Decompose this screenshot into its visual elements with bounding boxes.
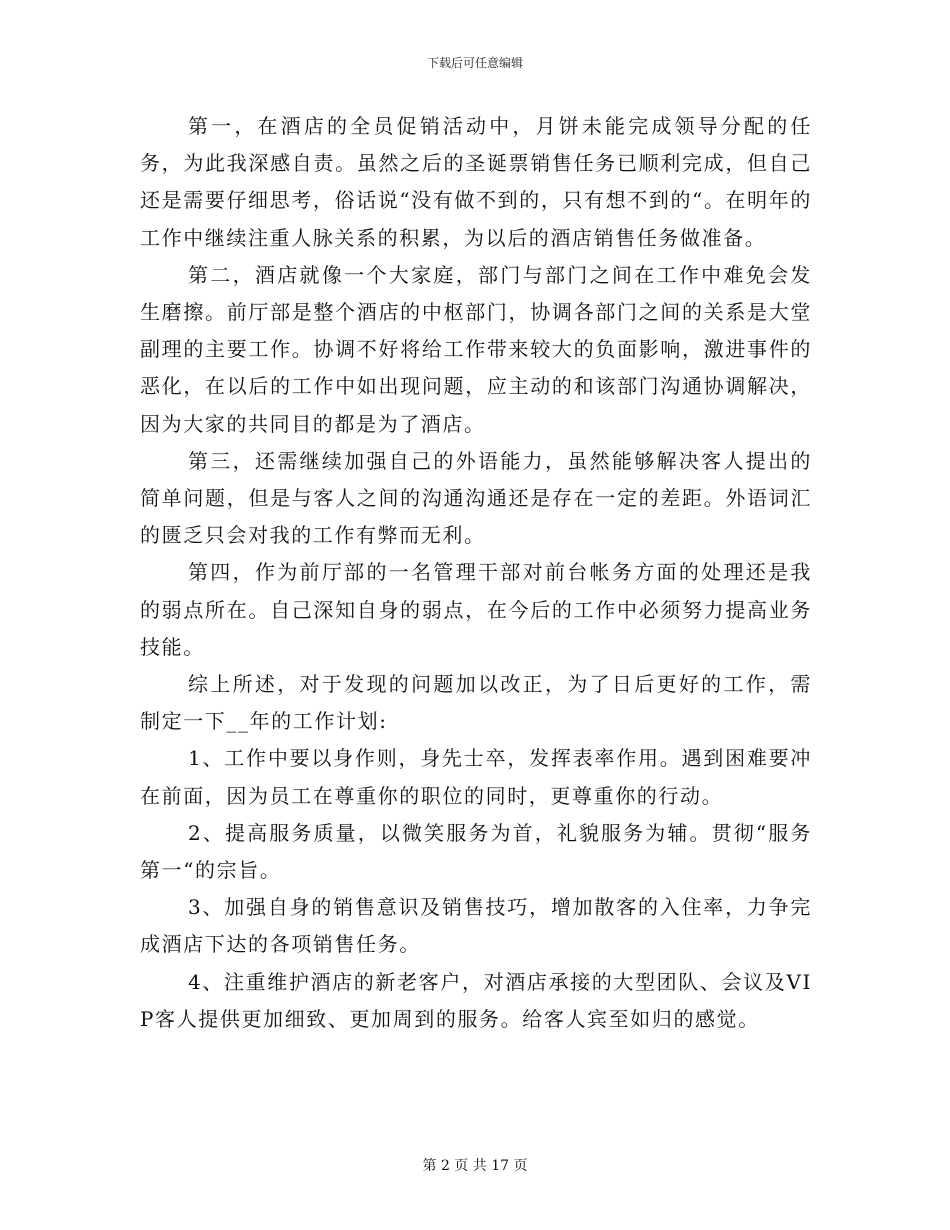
plan-item-2: 2、提高服务质量，以微笑服务为首，礼貌服务为辅。贯彻“服务第一“的宗旨。: [140, 820, 812, 883]
paragraph-summary: 综上所述，对于发现的问题加以改正，为了日后更好的工作，需制定一下__年的工作计划:: [140, 672, 812, 734]
paragraph-fourth-point: 第四，作为前厅部的一名管理干部对前台帐务方面的处理还是我的弱点所在。自己深知自身的弱点，在今后的工作中必须努力提高业务技能。: [140, 560, 812, 659]
paragraph-second-point: 第二，酒店就像一个大家庭，部门与部门之间在工作中难免会发生磨擦。前厅部是整个酒店的中枢部门，协调各部门之间的关系是大堂副理的主要工作。协调不好将给工作带来较大的负面影响，激进事件的恶化，在以后的工作中如出现问题，应主动的和该部门沟通协调解决，因为大家的共同目的都是为了酒店。: [140, 262, 812, 436]
plan-item-3: 3、加强自身的销售意识及销售技巧，增加散客的入住率，力争完成酒店下达的各项销售任务。: [140, 895, 812, 957]
plan-item-4: 4、注重维护酒店的新老客户，对酒店承接的大型团队、会议及VIP客人提供更加细致、更加周到的服务。给客人宾至如归的感觉。: [140, 969, 812, 1031]
page-footer: 第 2 页 共 17 页: [422, 1158, 528, 1174]
paragraph-first-point: 第一，在酒店的全员促销活动中，月饼未能完成领导分配的任务，为此我深感自责。虽然之后的圣诞票销售任务已顺利完成，但自己还是需要仔细思考，俗话说“没有做不到的，只有想不到的“。在明年的工作中继续注重人脉关系的积累，为以后的酒店销售任务做准备。: [140, 114, 812, 250]
plan-item-1: 1、工作中要以身作则，身先士卒，发挥表率作用。遇到困难要冲在前面，因为员工在尊重你的职位的同时，更尊重你的行动。: [140, 746, 812, 808]
page-header: 下载后可任意编辑: [426, 56, 523, 70]
paragraph-third-point: 第三，还需继续加强自己的外语能力，虽然能够解决客人提出的简单问题，但是与客人之间的沟通沟通还是存在一定的差距。外语词汇的匮乏只会对我的工作有弊而无利。: [140, 448, 812, 548]
document-body: [140, 108, 812, 1038]
